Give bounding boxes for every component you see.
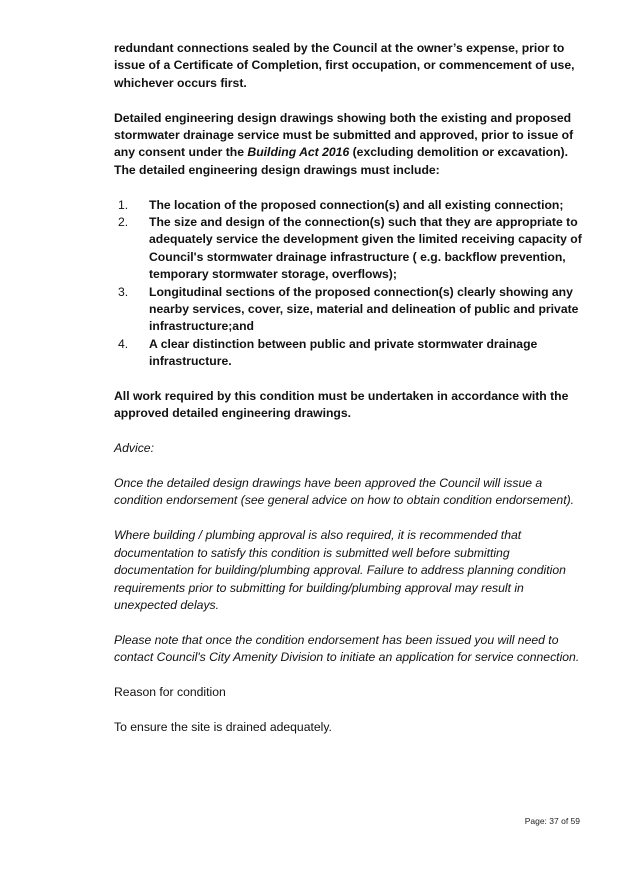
requirement-text: A clear distinction between public and private stormwater drainage infrastructure. (149, 336, 538, 369)
requirement-number: 4. (118, 336, 129, 351)
reason-text: To ensure the site is drained adequately. (114, 719, 332, 734)
requirement-text: The location of the proposed connection(s) and all existing connection; (149, 197, 564, 212)
requirement-item (114, 284, 588, 336)
advice-service-connection: Please note that once the condition endorsement has been issued you will need to contact Council's City Amenity Division to initiate an application for service connection. (114, 632, 580, 665)
advice-endorsement: Once the detailed design drawings have been approved the Council will issue a condition endorsement (see general advice on how to obtain condition endorsement). (114, 476, 575, 508)
page-number: Page: 37 of 59 (524, 816, 580, 826)
paragraph-design-drawings-text-cont: (excluding demolition or excavation). The detailed engineering design drawings must include: (114, 145, 568, 177)
requirement-item (114, 336, 588, 371)
requirement-number: 3. (118, 284, 129, 299)
requirement-number: 2. (118, 215, 129, 230)
requirement-text: The size and design of the connection(s) such that they are appropriate to adequately service the development given the limited receiving capacity of Council's stormwater drainage infrastructure ( e.g. backflow prevention, temporary stormwater storage, overflows); (149, 215, 582, 282)
requirements-list (114, 197, 588, 371)
requirement-text: Longitudinal sections of the proposed connection(s) clearly showing any nearby services, cover, size, material and delineation of public and private infrastructure;and (149, 284, 579, 334)
paragraph-work-required: All work required by this condition must be undertaken in accordance with the approved detailed engineering drawings. (114, 389, 569, 421)
paragraph-design-drawings (114, 110, 588, 180)
requirement-item (114, 214, 588, 284)
reason-label: Reason for condition (114, 684, 226, 699)
requirement-item (114, 197, 588, 214)
document-body (114, 40, 588, 736)
advice-building-plumbing: Where building / plumbing approval is also required, it is recommended that documentation to satisfy this condition is submitted well before submitting documentation for building/plumbing approval. Failure to address planning condition requirements prior to submitting for building/plumbing approval may result in unexpected delays. (114, 528, 566, 612)
building-act-reference: Building Act 2016 (247, 145, 350, 160)
advice-label: Advice: (114, 441, 154, 456)
paragraph-design-drawings-text: Detailed engineering design drawings showing both the existing and proposed stormwater drainage service must be submitted and approved, prior to issue of any consent under the (114, 110, 574, 160)
requirement-number: 1. (118, 197, 129, 212)
paragraph-redundant-connections: redundant connections sealed by the Council at the owner’s expense, prior to issue of a Certificate of Completion, first occupation, or commencement of use, whichever occurs first. (114, 41, 575, 90)
